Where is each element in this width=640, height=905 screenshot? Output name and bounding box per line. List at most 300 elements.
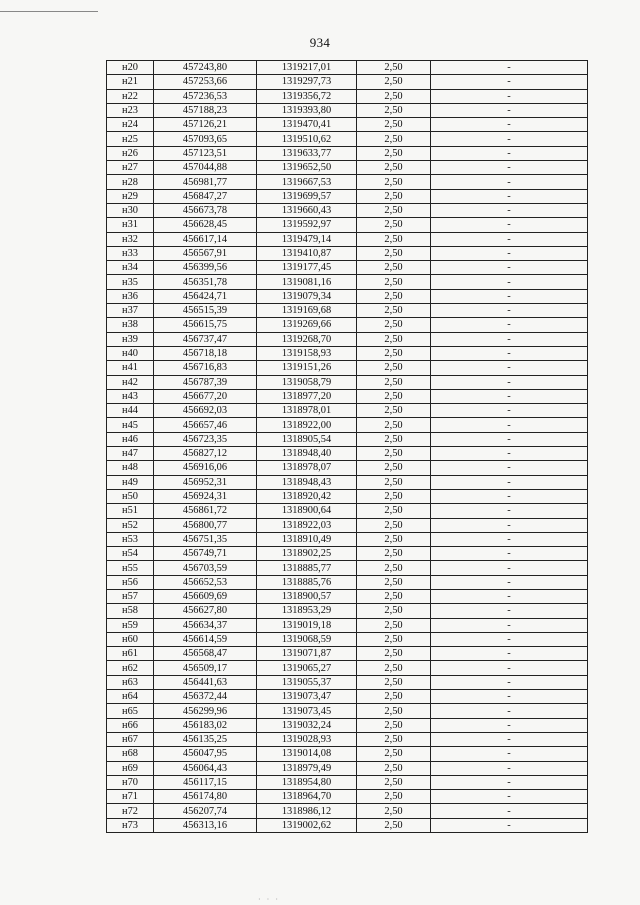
- table-row: [107, 532, 588, 546]
- accuracy-cell: 2,50: [357, 675, 431, 689]
- note-cell: -: [431, 346, 588, 360]
- table-row: [107, 418, 588, 432]
- point-id-cell: н35: [107, 275, 154, 289]
- accuracy-cell: 2,50: [357, 346, 431, 360]
- x-coordinate-cell: 456135,25: [154, 732, 257, 746]
- y-coordinate-cell: 1319169,68: [257, 304, 357, 318]
- accuracy-cell: 2,50: [357, 718, 431, 732]
- note-cell: -: [431, 89, 588, 103]
- point-id-cell: н25: [107, 132, 154, 146]
- x-coordinate-cell: 456924,31: [154, 489, 257, 503]
- x-coordinate-cell: 456716,83: [154, 361, 257, 375]
- table-row: [107, 203, 588, 217]
- accuracy-cell: 2,50: [357, 418, 431, 432]
- accuracy-cell: 2,50: [357, 547, 431, 561]
- corner-rule: [0, 11, 98, 12]
- accuracy-cell: 2,50: [357, 504, 431, 518]
- accuracy-cell: 2,50: [357, 661, 431, 675]
- note-cell: -: [431, 203, 588, 217]
- x-coordinate-cell: 456677,20: [154, 389, 257, 403]
- accuracy-cell: 2,50: [357, 432, 431, 446]
- coordinates-table: [106, 60, 588, 833]
- table-row: [107, 518, 588, 532]
- x-coordinate-cell: 456703,59: [154, 561, 257, 575]
- table-row: [107, 690, 588, 704]
- x-coordinate-cell: 456617,14: [154, 232, 257, 246]
- note-cell: -: [431, 675, 588, 689]
- note-cell: -: [431, 761, 588, 775]
- table-row: [107, 647, 588, 661]
- accuracy-cell: 2,50: [357, 389, 431, 403]
- note-cell: -: [431, 632, 588, 646]
- y-coordinate-cell: 1319652,50: [257, 161, 357, 175]
- y-coordinate-cell: 1318900,57: [257, 589, 357, 603]
- accuracy-cell: 2,50: [357, 690, 431, 704]
- point-id-cell: н24: [107, 118, 154, 132]
- accuracy-cell: 2,50: [357, 175, 431, 189]
- accuracy-cell: 2,50: [357, 790, 431, 804]
- y-coordinate-cell: 1319699,57: [257, 189, 357, 203]
- y-coordinate-cell: 1319667,53: [257, 175, 357, 189]
- x-coordinate-cell: 456399,56: [154, 261, 257, 275]
- x-coordinate-cell: 456117,15: [154, 775, 257, 789]
- point-id-cell: н40: [107, 346, 154, 360]
- accuracy-cell: 2,50: [357, 518, 431, 532]
- note-cell: -: [431, 475, 588, 489]
- accuracy-cell: 2,50: [357, 61, 431, 75]
- y-coordinate-cell: 1319073,45: [257, 704, 357, 718]
- table-row: [107, 704, 588, 718]
- table-row: [107, 432, 588, 446]
- x-coordinate-cell: 456657,46: [154, 418, 257, 432]
- y-coordinate-cell: 1319158,93: [257, 346, 357, 360]
- point-id-cell: н28: [107, 175, 154, 189]
- point-id-cell: н65: [107, 704, 154, 718]
- y-coordinate-cell: 1319081,16: [257, 275, 357, 289]
- y-coordinate-cell: 1318885,76: [257, 575, 357, 589]
- note-cell: -: [431, 61, 588, 75]
- note-cell: -: [431, 532, 588, 546]
- y-coordinate-cell: 1318954,80: [257, 775, 357, 789]
- table-row: [107, 475, 588, 489]
- accuracy-cell: 2,50: [357, 489, 431, 503]
- point-id-cell: н30: [107, 203, 154, 217]
- point-id-cell: н43: [107, 389, 154, 403]
- x-coordinate-cell: 456749,71: [154, 547, 257, 561]
- table-row: [107, 489, 588, 503]
- accuracy-cell: 2,50: [357, 604, 431, 618]
- note-cell: -: [431, 418, 588, 432]
- x-coordinate-cell: 456615,75: [154, 318, 257, 332]
- accuracy-cell: 2,50: [357, 461, 431, 475]
- note-cell: -: [431, 75, 588, 89]
- note-cell: -: [431, 604, 588, 618]
- note-cell: -: [431, 618, 588, 632]
- table-row: [107, 447, 588, 461]
- table-row: [107, 575, 588, 589]
- note-cell: -: [431, 261, 588, 275]
- accuracy-cell: 2,50: [357, 532, 431, 546]
- note-cell: -: [431, 561, 588, 575]
- note-cell: -: [431, 118, 588, 132]
- note-cell: -: [431, 304, 588, 318]
- accuracy-cell: 2,50: [357, 447, 431, 461]
- point-id-cell: н39: [107, 332, 154, 346]
- y-coordinate-cell: 1319177,45: [257, 261, 357, 275]
- y-coordinate-cell: 1318922,00: [257, 418, 357, 432]
- accuracy-cell: 2,50: [357, 103, 431, 117]
- note-cell: -: [431, 804, 588, 818]
- accuracy-cell: 2,50: [357, 132, 431, 146]
- note-cell: -: [431, 146, 588, 160]
- x-coordinate-cell: 456174,80: [154, 790, 257, 804]
- x-coordinate-cell: 456372,44: [154, 690, 257, 704]
- x-coordinate-cell: 456183,02: [154, 718, 257, 732]
- accuracy-cell: 2,50: [357, 818, 431, 832]
- table-row: [107, 561, 588, 575]
- table-row: [107, 404, 588, 418]
- accuracy-cell: 2,50: [357, 218, 431, 232]
- y-coordinate-cell: 1319633,77: [257, 146, 357, 160]
- y-coordinate-cell: 1319028,93: [257, 732, 357, 746]
- point-id-cell: н60: [107, 632, 154, 646]
- x-coordinate-cell: 456861,72: [154, 504, 257, 518]
- table-row: [107, 747, 588, 761]
- y-coordinate-cell: 1319068,59: [257, 632, 357, 646]
- point-id-cell: н63: [107, 675, 154, 689]
- x-coordinate-cell: 456723,35: [154, 432, 257, 446]
- table-row: [107, 232, 588, 246]
- x-coordinate-cell: 456952,31: [154, 475, 257, 489]
- y-coordinate-cell: 1319470,41: [257, 118, 357, 132]
- x-coordinate-cell: 456673,78: [154, 203, 257, 217]
- accuracy-cell: 2,50: [357, 318, 431, 332]
- y-coordinate-cell: 1318986,12: [257, 804, 357, 818]
- y-coordinate-cell: 1318979,49: [257, 761, 357, 775]
- note-cell: -: [431, 232, 588, 246]
- point-id-cell: н38: [107, 318, 154, 332]
- point-id-cell: н26: [107, 146, 154, 160]
- note-cell: -: [431, 589, 588, 603]
- x-coordinate-cell: 456827,12: [154, 447, 257, 461]
- x-coordinate-cell: 456047,95: [154, 747, 257, 761]
- point-id-cell: н37: [107, 304, 154, 318]
- table-row: [107, 547, 588, 561]
- table-row: [107, 761, 588, 775]
- point-id-cell: н64: [107, 690, 154, 704]
- y-coordinate-cell: 1318977,20: [257, 389, 357, 403]
- y-coordinate-cell: 1319592,97: [257, 218, 357, 232]
- x-coordinate-cell: 457126,21: [154, 118, 257, 132]
- note-cell: -: [431, 175, 588, 189]
- accuracy-cell: 2,50: [357, 261, 431, 275]
- y-coordinate-cell: 1319019,18: [257, 618, 357, 632]
- table-row: [107, 504, 588, 518]
- table-row: [107, 632, 588, 646]
- table-row: [107, 775, 588, 789]
- point-id-cell: н36: [107, 289, 154, 303]
- table-row: [107, 75, 588, 89]
- point-id-cell: н47: [107, 447, 154, 461]
- note-cell: -: [431, 704, 588, 718]
- table-row: [107, 146, 588, 160]
- accuracy-cell: 2,50: [357, 332, 431, 346]
- point-id-cell: н27: [107, 161, 154, 175]
- table-row: [107, 718, 588, 732]
- table-row: [107, 261, 588, 275]
- point-id-cell: н48: [107, 461, 154, 475]
- point-id-cell: н53: [107, 532, 154, 546]
- y-coordinate-cell: 1319014,08: [257, 747, 357, 761]
- y-coordinate-cell: 1319055,37: [257, 675, 357, 689]
- accuracy-cell: 2,50: [357, 704, 431, 718]
- x-coordinate-cell: 456981,77: [154, 175, 257, 189]
- x-coordinate-cell: 456737,47: [154, 332, 257, 346]
- y-coordinate-cell: 1318885,77: [257, 561, 357, 575]
- note-cell: -: [431, 489, 588, 503]
- y-coordinate-cell: 1318900,64: [257, 504, 357, 518]
- table-row: [107, 732, 588, 746]
- coordinates-table-body: [107, 61, 588, 833]
- y-coordinate-cell: 1319065,27: [257, 661, 357, 675]
- y-coordinate-cell: 1319410,87: [257, 246, 357, 260]
- table-row: [107, 118, 588, 132]
- x-coordinate-cell: 457253,66: [154, 75, 257, 89]
- x-coordinate-cell: 456441,63: [154, 675, 257, 689]
- accuracy-cell: 2,50: [357, 118, 431, 132]
- point-id-cell: н34: [107, 261, 154, 275]
- x-coordinate-cell: 456313,16: [154, 818, 257, 832]
- point-id-cell: н68: [107, 747, 154, 761]
- y-coordinate-cell: 1319071,87: [257, 647, 357, 661]
- point-id-cell: н72: [107, 804, 154, 818]
- accuracy-cell: 2,50: [357, 775, 431, 789]
- accuracy-cell: 2,50: [357, 89, 431, 103]
- y-coordinate-cell: 1319217,01: [257, 61, 357, 75]
- y-coordinate-cell: 1319268,70: [257, 332, 357, 346]
- note-cell: -: [431, 404, 588, 418]
- y-coordinate-cell: 1318902,25: [257, 547, 357, 561]
- point-id-cell: н51: [107, 504, 154, 518]
- table-row: [107, 661, 588, 675]
- note-cell: -: [431, 661, 588, 675]
- accuracy-cell: 2,50: [357, 189, 431, 203]
- point-id-cell: н23: [107, 103, 154, 117]
- point-id-cell: н46: [107, 432, 154, 446]
- note-cell: -: [431, 547, 588, 561]
- note-cell: -: [431, 289, 588, 303]
- table-row: [107, 332, 588, 346]
- accuracy-cell: 2,50: [357, 732, 431, 746]
- note-cell: -: [431, 332, 588, 346]
- x-coordinate-cell: 456567,91: [154, 246, 257, 260]
- accuracy-cell: 2,50: [357, 561, 431, 575]
- note-cell: -: [431, 246, 588, 260]
- note-cell: -: [431, 647, 588, 661]
- point-id-cell: н69: [107, 761, 154, 775]
- note-cell: -: [431, 690, 588, 704]
- accuracy-cell: 2,50: [357, 146, 431, 160]
- point-id-cell: н21: [107, 75, 154, 89]
- table-row: [107, 804, 588, 818]
- y-coordinate-cell: 1319393,80: [257, 103, 357, 117]
- x-coordinate-cell: 456751,35: [154, 532, 257, 546]
- point-id-cell: н32: [107, 232, 154, 246]
- table-row: [107, 361, 588, 375]
- note-cell: -: [431, 818, 588, 832]
- point-id-cell: н42: [107, 375, 154, 389]
- y-coordinate-cell: 1319079,34: [257, 289, 357, 303]
- y-coordinate-cell: 1318978,07: [257, 461, 357, 475]
- x-coordinate-cell: 456568,47: [154, 647, 257, 661]
- note-cell: -: [431, 389, 588, 403]
- accuracy-cell: 2,50: [357, 747, 431, 761]
- accuracy-cell: 2,50: [357, 304, 431, 318]
- point-id-cell: н44: [107, 404, 154, 418]
- y-coordinate-cell: 1318920,42: [257, 489, 357, 503]
- table-row: [107, 189, 588, 203]
- accuracy-cell: 2,50: [357, 75, 431, 89]
- point-id-cell: н50: [107, 489, 154, 503]
- table-row: [107, 89, 588, 103]
- x-coordinate-cell: 456787,39: [154, 375, 257, 389]
- y-coordinate-cell: 1319479,14: [257, 232, 357, 246]
- y-coordinate-cell: 1318948,40: [257, 447, 357, 461]
- note-cell: -: [431, 518, 588, 532]
- table-row: [107, 304, 588, 318]
- note-cell: -: [431, 132, 588, 146]
- y-coordinate-cell: 1318922,03: [257, 518, 357, 532]
- accuracy-cell: 2,50: [357, 232, 431, 246]
- table-row: [107, 175, 588, 189]
- table-row: [107, 604, 588, 618]
- x-coordinate-cell: 456614,59: [154, 632, 257, 646]
- table-row: [107, 318, 588, 332]
- y-coordinate-cell: 1319660,43: [257, 203, 357, 217]
- accuracy-cell: 2,50: [357, 161, 431, 175]
- note-cell: -: [431, 103, 588, 117]
- point-id-cell: н56: [107, 575, 154, 589]
- table-row: [107, 218, 588, 232]
- table-row: [107, 161, 588, 175]
- x-coordinate-cell: 456299,96: [154, 704, 257, 718]
- x-coordinate-cell: 457188,23: [154, 103, 257, 117]
- note-cell: -: [431, 361, 588, 375]
- point-id-cell: н61: [107, 647, 154, 661]
- accuracy-cell: 2,50: [357, 761, 431, 775]
- note-cell: -: [431, 189, 588, 203]
- accuracy-cell: 2,50: [357, 361, 431, 375]
- accuracy-cell: 2,50: [357, 203, 431, 217]
- x-coordinate-cell: 457236,53: [154, 89, 257, 103]
- y-coordinate-cell: 1318953,29: [257, 604, 357, 618]
- point-id-cell: н58: [107, 604, 154, 618]
- point-id-cell: н57: [107, 589, 154, 603]
- note-cell: -: [431, 461, 588, 475]
- x-coordinate-cell: 456847,27: [154, 189, 257, 203]
- accuracy-cell: 2,50: [357, 632, 431, 646]
- accuracy-cell: 2,50: [357, 275, 431, 289]
- table-row: [107, 289, 588, 303]
- y-coordinate-cell: 1319002,62: [257, 818, 357, 832]
- x-coordinate-cell: 457123,51: [154, 146, 257, 160]
- table-row: [107, 675, 588, 689]
- accuracy-cell: 2,50: [357, 618, 431, 632]
- note-cell: -: [431, 718, 588, 732]
- table-row: [107, 818, 588, 832]
- table-row: [107, 389, 588, 403]
- x-coordinate-cell: 456628,45: [154, 218, 257, 232]
- accuracy-cell: 2,50: [357, 289, 431, 303]
- y-coordinate-cell: 1319032,24: [257, 718, 357, 732]
- note-cell: -: [431, 575, 588, 589]
- y-coordinate-cell: 1318964,70: [257, 790, 357, 804]
- scan-artifact: · · ·: [258, 895, 280, 904]
- point-id-cell: н62: [107, 661, 154, 675]
- y-coordinate-cell: 1319269,66: [257, 318, 357, 332]
- note-cell: -: [431, 747, 588, 761]
- point-id-cell: н33: [107, 246, 154, 260]
- note-cell: -: [431, 790, 588, 804]
- note-cell: -: [431, 218, 588, 232]
- point-id-cell: н45: [107, 418, 154, 432]
- point-id-cell: н59: [107, 618, 154, 632]
- y-coordinate-cell: 1318905,54: [257, 432, 357, 446]
- accuracy-cell: 2,50: [357, 589, 431, 603]
- accuracy-cell: 2,50: [357, 575, 431, 589]
- note-cell: -: [431, 732, 588, 746]
- accuracy-cell: 2,50: [357, 375, 431, 389]
- y-coordinate-cell: 1318910,49: [257, 532, 357, 546]
- point-id-cell: н52: [107, 518, 154, 532]
- point-id-cell: н49: [107, 475, 154, 489]
- x-coordinate-cell: 456515,39: [154, 304, 257, 318]
- note-cell: -: [431, 375, 588, 389]
- point-id-cell: н54: [107, 547, 154, 561]
- note-cell: -: [431, 432, 588, 446]
- y-coordinate-cell: 1319356,72: [257, 89, 357, 103]
- y-coordinate-cell: 1318978,01: [257, 404, 357, 418]
- x-coordinate-cell: 456652,53: [154, 575, 257, 589]
- x-coordinate-cell: 456692,03: [154, 404, 257, 418]
- x-coordinate-cell: 456351,78: [154, 275, 257, 289]
- accuracy-cell: 2,50: [357, 475, 431, 489]
- x-coordinate-cell: 457044,88: [154, 161, 257, 175]
- table-row: [107, 275, 588, 289]
- x-coordinate-cell: 457093,65: [154, 132, 257, 146]
- table-row: [107, 375, 588, 389]
- accuracy-cell: 2,50: [357, 647, 431, 661]
- point-id-cell: н71: [107, 790, 154, 804]
- x-coordinate-cell: 456609,69: [154, 589, 257, 603]
- point-id-cell: н29: [107, 189, 154, 203]
- point-id-cell: н20: [107, 61, 154, 75]
- table-row: [107, 246, 588, 260]
- table-row: [107, 346, 588, 360]
- point-id-cell: н67: [107, 732, 154, 746]
- note-cell: -: [431, 275, 588, 289]
- y-coordinate-cell: 1319297,73: [257, 75, 357, 89]
- table-row: [107, 61, 588, 75]
- note-cell: -: [431, 447, 588, 461]
- table-row: [107, 461, 588, 475]
- accuracy-cell: 2,50: [357, 404, 431, 418]
- y-coordinate-cell: 1319510,62: [257, 132, 357, 146]
- x-coordinate-cell: 457243,80: [154, 61, 257, 75]
- point-id-cell: н41: [107, 361, 154, 375]
- x-coordinate-cell: 456634,37: [154, 618, 257, 632]
- note-cell: -: [431, 504, 588, 518]
